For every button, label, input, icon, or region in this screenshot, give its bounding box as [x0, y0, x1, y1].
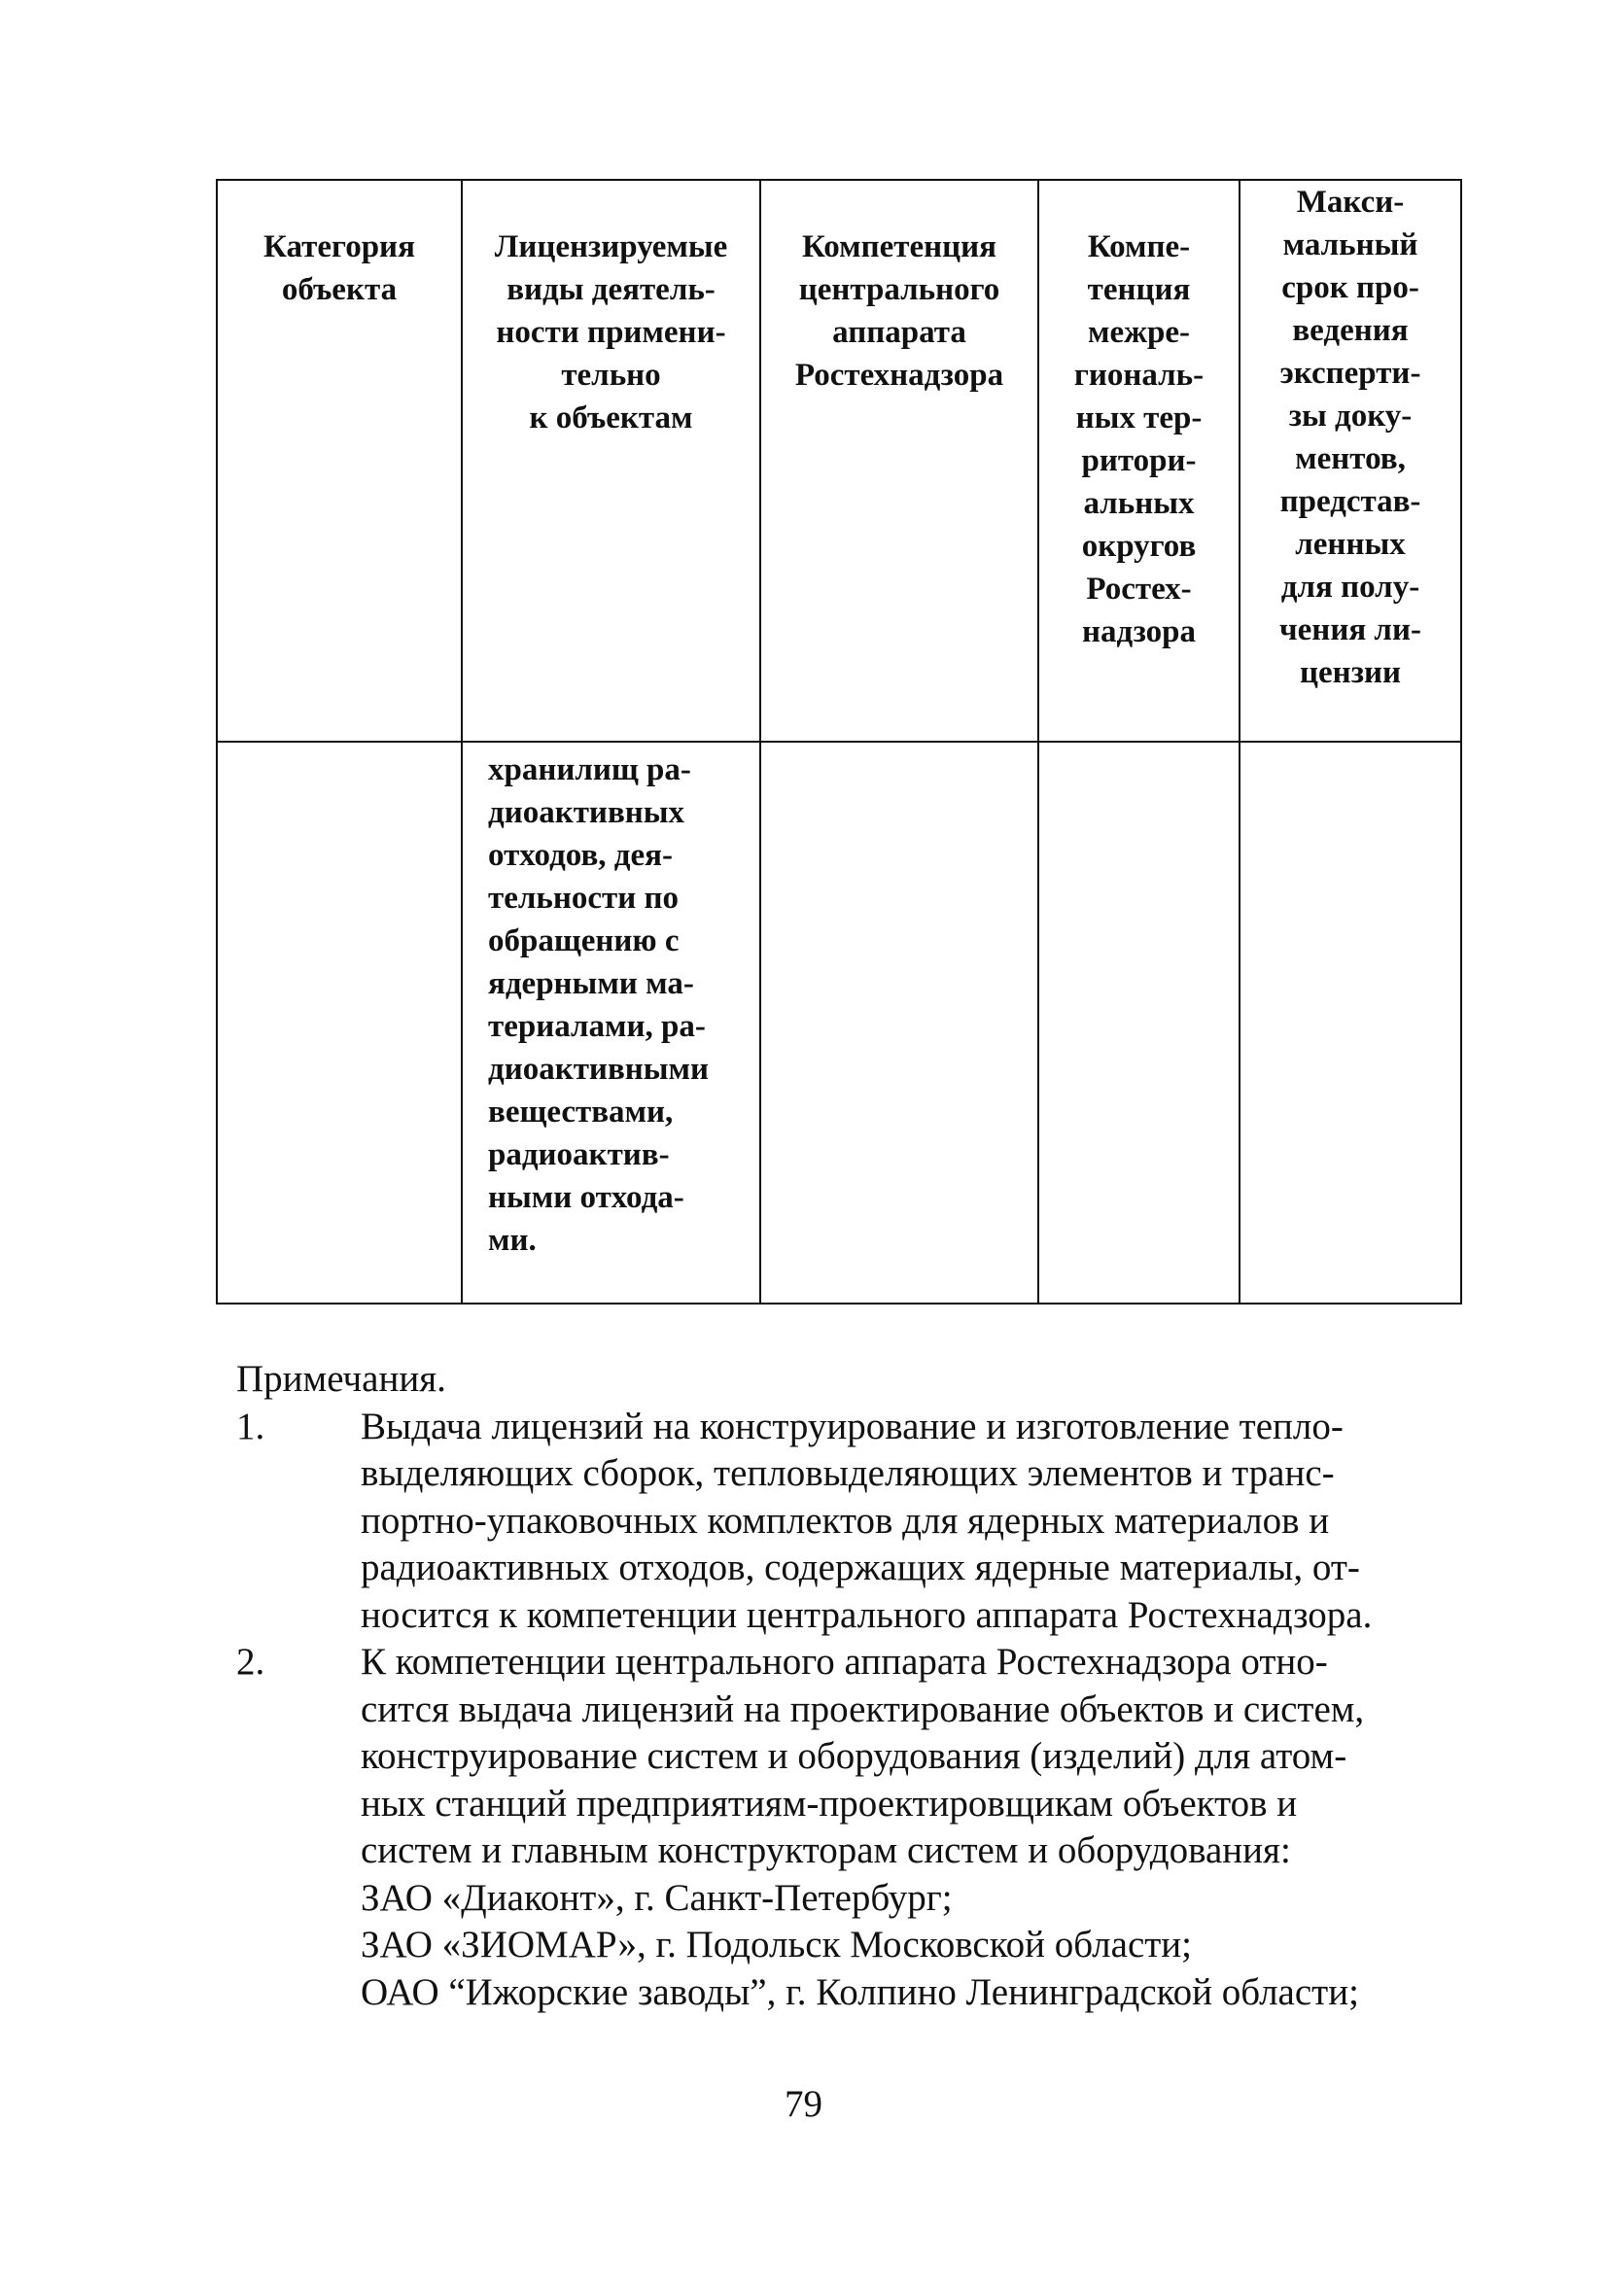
licensing-table [216, 179, 1462, 1305]
note-item-1 [236, 1404, 1461, 1640]
header-regional-competence: Компе- тенция межре- гиональ- ных тер- ритори- альных округов Ростех- надзора [1038, 180, 1240, 742]
cell-licensed-activities: хранилищ ра- диоактивных отходов, дея- тельности по обращению с ядерными ма- териалами, ра- диоактивными веществами, радиоактив- ными отхода- ми. [462, 742, 760, 1304]
cell-central-competence [760, 742, 1038, 1304]
header-central-competence: Компетенция центрального аппарата Ростехнадзора [760, 180, 1038, 742]
notes-title: Примечания. [236, 1358, 446, 1400]
note-number: 1. [236, 1405, 265, 1447]
note-number: 2. [236, 1641, 265, 1683]
note-item-2 [236, 1639, 1461, 2016]
note-text: К компетенции центрального аппарата Ростехнадзора отно- сится выдача лицензий на проектирование объектов и систем, конструирование систем и оборудования (изделий) для атом- ных станций предприятиям-проектировщикам объектов и систем и главным конструкторам систем и оборудования: ЗАО «Диаконт», г. Санкт-Петербург; ЗАО «ЗИОМАР», г. Подольск Московской области; ОАО “Ижорские заводы”, г. Колпино Ленинградской области; [361, 1641, 1365, 2013]
table-row [217, 742, 1461, 1304]
cell-regional-competence [1038, 742, 1240, 1304]
header-licensed-activities: Лицензируемые виды деятель- ности примени- тельно к объектам [462, 180, 760, 742]
table-header-row [217, 180, 1461, 742]
notes-section [236, 1356, 1461, 2016]
header-category: Категория объекта [217, 180, 462, 742]
note-text: Выдача лицензий на конструирование и изготовление тепло- выделяющих сборок, тепловыделяющих элементов и транс- портно-упаковочных комплектов для ядерных материалов и радиоактивных отходов, содержащих ядерные материалы, от- носится к компетенции центрального аппарата Ростехнадзора. [361, 1405, 1373, 1636]
cell-category [217, 742, 462, 1304]
header-max-review-term: Макси- мальный срок про- ведения эксперти- зы доку- ментов, представ- ленных для полу- чения ли- цензии [1240, 180, 1461, 742]
page-number: 79 [785, 2083, 822, 2125]
cell-max-review-term [1240, 742, 1461, 1304]
